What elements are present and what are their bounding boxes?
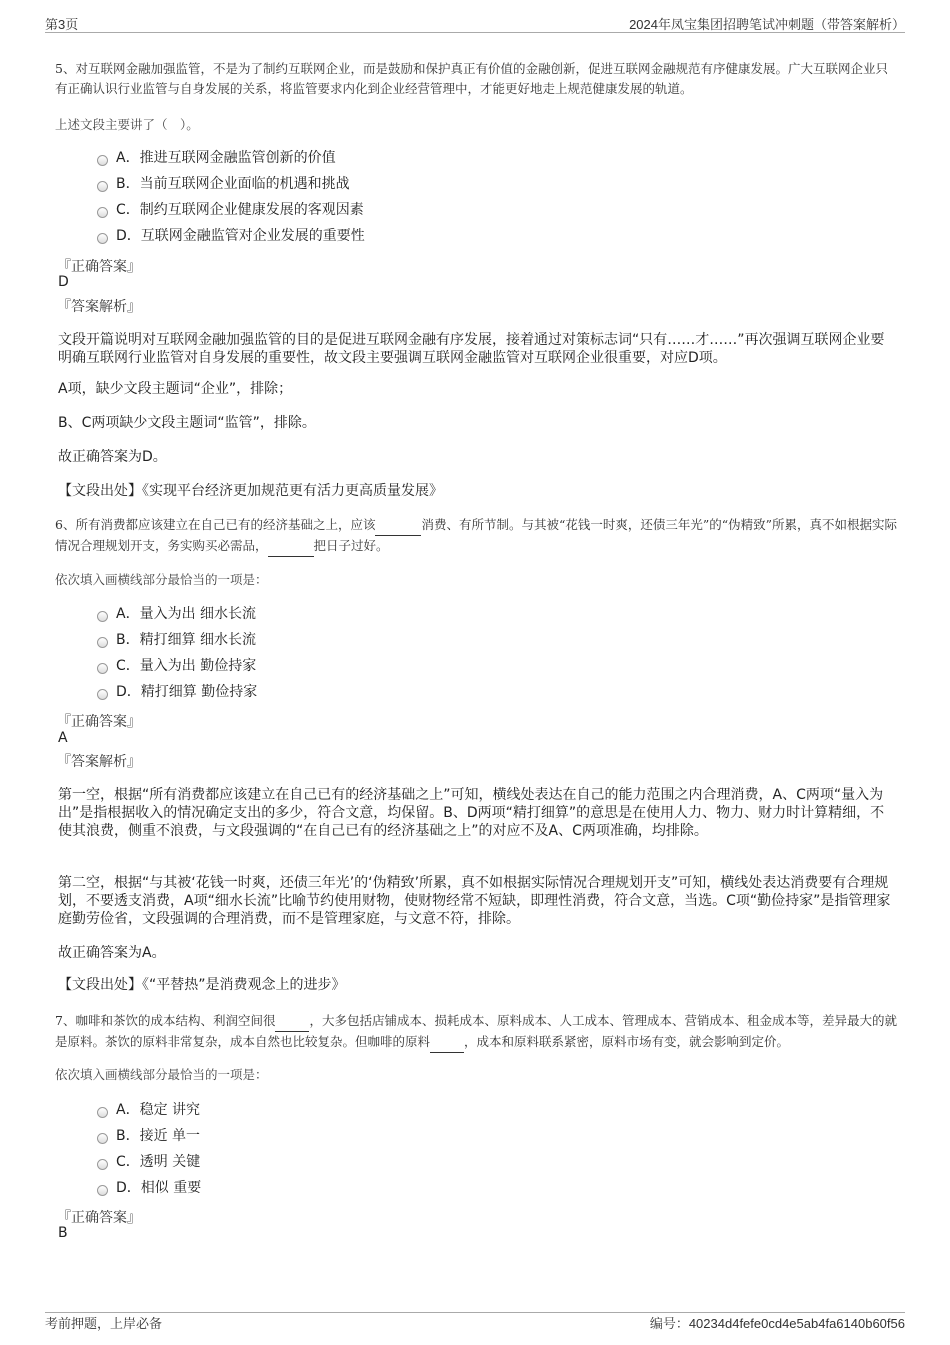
- text: 把日子过好。: [313, 538, 389, 553]
- option-a[interactable]: [97, 149, 336, 167]
- analysis-label: 『答案解析』: [57, 754, 141, 770]
- option-label: D．精打细算 勤俭持家: [116, 684, 258, 700]
- question-7-prompt: 依次填入画横线部分最恰当的一项是：: [55, 1067, 268, 1082]
- blank: [375, 515, 421, 536]
- option-label: D．相似 重要: [116, 1180, 202, 1196]
- option-b[interactable]: [97, 1127, 200, 1145]
- radio-icon[interactable]: [97, 637, 108, 648]
- analysis-paragraph: 故正确答案为A。: [58, 945, 166, 961]
- page-number: 第3页: [45, 17, 79, 32]
- radio-icon[interactable]: [97, 207, 108, 218]
- option-b[interactable]: [97, 631, 256, 649]
- text: ，成本和原料联系紧密，原料市场有变，就会影响到定价。: [464, 1034, 790, 1049]
- answer-label: 『正确答案』: [57, 259, 141, 275]
- analysis-label: 『答案解析』: [57, 299, 141, 315]
- option-c[interactable]: [97, 1153, 200, 1171]
- option-label: C．透明 关键: [116, 1154, 201, 1170]
- radio-icon[interactable]: [97, 611, 108, 622]
- text: 6、所有消费都应该建立在自己已有的经济基础之上，应该: [55, 517, 376, 532]
- option-d[interactable]: [97, 1179, 201, 1197]
- option-a[interactable]: [97, 605, 256, 623]
- radio-icon[interactable]: [97, 1159, 108, 1170]
- analysis-paragraph: A项，缺少文段主题词“企业”，排除；: [58, 381, 293, 397]
- option-label: C．制约互联网企业健康发展的客观因素: [116, 202, 364, 218]
- option-b[interactable]: [97, 175, 350, 193]
- analysis-paragraph: 故正确答案为D。: [58, 449, 167, 465]
- option-label: A．稳定 讲究: [116, 1102, 201, 1118]
- analysis-paragraph: 第一空，根据“所有消费都应该建立在自己已有的经济基础之上”可知，横线处表达在自己的能力范围之内合理消费，A、C两项“量入为出”是指根据收入的情况确定支出的多少，符合文意，均保留。B、D两项“精打细算”的意思是在使用人力、物力、财力时计算精细，不使其浪费，侧重不浪费，与文段强调的“在自己已有的经济基础之上”的对应不及A、C两项准确，均排除。: [58, 787, 885, 839]
- option-d[interactable]: [97, 227, 365, 245]
- radio-icon[interactable]: [97, 233, 108, 244]
- text: 消费、有所节制。与其被“花钱一时爽，还债三年光”的“伪精致”所累，真不如根据实际情况合理规划开支，务实购买必需品，: [55, 517, 898, 553]
- answer-value: D: [58, 274, 69, 290]
- footer-slogan: 考前押题，上岸必备: [45, 1317, 163, 1332]
- option-label: A．推进互联网金融监管创新的价值: [116, 150, 336, 166]
- option-label: B．接近 单一: [116, 1128, 201, 1144]
- answer-label: 『正确答案』: [57, 1210, 141, 1226]
- radio-icon[interactable]: [97, 181, 108, 192]
- question-5-prompt: 上述文段主要讲了（ ）。: [55, 117, 199, 132]
- question-6-prompt: 依次填入画横线部分最恰当的一项是：: [55, 572, 268, 587]
- blank: [268, 536, 314, 557]
- header-divider: [45, 32, 905, 33]
- option-a[interactable]: [97, 1101, 200, 1119]
- question-7-text: [55, 1011, 900, 1053]
- answer-value: A: [58, 730, 68, 746]
- analysis-paragraph: B、C两项缺少文段主题词“监管”，排除。: [58, 415, 316, 431]
- blank: [430, 1032, 464, 1053]
- option-label: B．精打细算 细水长流: [116, 632, 257, 648]
- radio-icon[interactable]: [97, 663, 108, 674]
- analysis-paragraph: 第二空，根据“与其被‘花钱一时爽，还债三年光’的‘伪精致’所累，真不如根据实际情况合理规划开支”可知，横线处表达消费要有合理规划，不要透支消费，A项“细水长流”比喻节约使用财物，使财物经常不短缺，即理性消费，符合文意，当选。C项“勤俭持家”是指管理家庭勤劳俭省，文段强调的合理消费，而不是管理家庭，与文意不符，排除。: [58, 875, 891, 927]
- question-6-text: [55, 515, 900, 557]
- answer-value: B: [58, 1225, 68, 1241]
- option-label: A．量入为出 细水长流: [116, 606, 257, 622]
- radio-icon[interactable]: [97, 689, 108, 700]
- option-c[interactable]: [97, 201, 364, 219]
- text: 7、咖啡和茶饮的成本结构、利润空间很: [55, 1013, 276, 1028]
- option-c[interactable]: [97, 657, 256, 675]
- blank: [275, 1011, 309, 1032]
- source-citation: 【文段出处】《实现平台经济更加规范更有活力更高质量发展》: [58, 483, 443, 499]
- question-5-text: 5、对互联网金融加强监管，不是为了制约互联网企业，而是鼓励和保护真正有价值的金融创新，促进互联网金融规范有序健康发展。广大互联网企业只有正确认识行业监管与自身发展的关系，将监管要求内化到企业经营管理中，才能更好地走上规范健康发展的轨道。: [55, 61, 888, 96]
- analysis-paragraph: 文段开篇说明对互联网金融加强监管的目的是促进互联网金融有序发展，接着通过对策标志词“只有……才……”再次强调互联网企业要明确互联网行业监管对自身发展的重要性，故文段主要强调互联网金融监管对互联网企业很重要，对应D项。: [58, 332, 885, 366]
- radio-icon[interactable]: [97, 155, 108, 166]
- document-id: 编号：40234d4fefe0cd4e5ab4fa6140b60f56: [649, 1316, 905, 1331]
- radio-icon[interactable]: [97, 1185, 108, 1196]
- option-label: D．互联网金融监管对企业发展的重要性: [116, 228, 365, 244]
- radio-icon[interactable]: [97, 1133, 108, 1144]
- text: ，大多包括店铺成本、损耗成本、原料成本、人工成本、管理成本、营销成本、租金成本等，差异最大的就是原料。茶饮的原料非常复杂，成本自然也比较复杂。但咖啡的原料: [55, 1013, 897, 1049]
- option-label: C．量入为出 勤俭持家: [116, 658, 257, 674]
- option-d[interactable]: [97, 683, 257, 701]
- radio-icon[interactable]: [97, 1107, 108, 1118]
- document-title: 2024年凤宝集团招聘笔试冲刺题（带答案解析）: [629, 17, 905, 32]
- option-label: B．当前互联网企业面临的机遇和挑战: [116, 176, 350, 192]
- source-citation: 【文段出处】《“平替热”是消费观念上的进步》: [58, 977, 346, 993]
- answer-label: 『正确答案』: [57, 714, 141, 730]
